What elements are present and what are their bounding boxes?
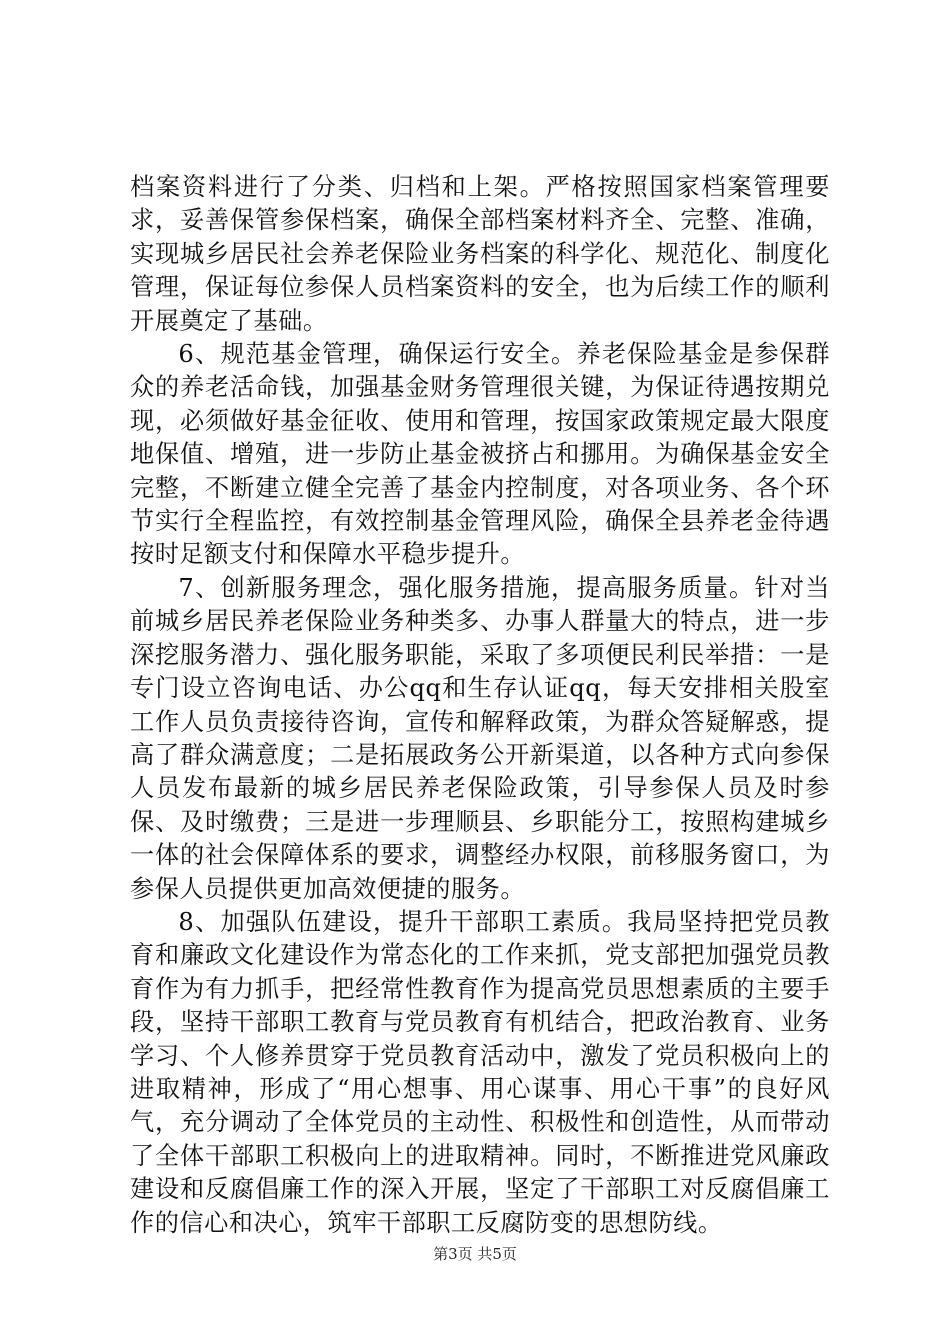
document-body	[130, 171, 830, 1240]
paragraph-archive-continuation: 档案资料进行了分类、归档和上架。严格按照国家档案管理要求，妥善保管参保档案，确保全部档案材料齐全、完整、准确，实现城乡居民社会养老保险业务档案的科学化、规范化、制度化管理，保证每位参保人员档案资料的安全，也为后续工作的顺利开展奠定了基础。	[130, 173, 830, 335]
paragraph-service-innovation: 7、创新服务理念，强化服务措施，提高服务质量。针对当前城乡居民养老保险业务种类多、办事人群量大的特点，进一步深挖服务潜力、强化服务职能，采取了多项便民利民举措：一是专门设立咨询电话、办公qq和生存认证qq，每天安排相关股室工作人员负责接待咨询，宣传和解释政策，为群众答疑解惑，提高了群众满意度；二是拓展政务公开新渠道，以各种方式向参保人员发布最新的城乡居民养老保险政策，引导参保人员及时参保、及时缴费；三是进一步理顺县、乡职能分工，按照构建城乡一体的社会保障体系的要求，调整经办权限，前移服务窗口，为参保人员提供更加高效便捷的服务。	[130, 573, 830, 903]
paragraph-fund-management: 6、规范基金管理，确保运行安全。养老保险基金是参保群众的养老活命钱，加强基金财务管理很关键，为保证待遇按期兑现，必须做好基金征收、使用和管理，按国家政策规定最大限度地保值、增殖，进一步防止基金被挤占和挪用。为确保基金安全完整，不断建立健全完善了基金内控制度，对各项业务、各个环节实行全程监控，有效控制基金管理风险，确保全县养老金待遇按时足额支付和保障水平稳步提升。	[130, 340, 830, 569]
page-number: 第3页 共5页	[433, 1245, 517, 1263]
paragraph-team-building: 8、加强队伍建设，提升干部职工素质。我局坚持把党员教育和廉政文化建设作为常态化的工作来抓，党支部把加强党员教育作为有力抓手，把经常性教育作为提高党员思想素质的主要手段，坚持干部职工教育与党员教育有机结合，把政治教育、业务学习、个人修养贯穿于党员教育活动中，激发了党员积极向上的进取精神，形成了“用心想事、用心谋事、用心干事”的良好风气，充分调动了全体党员的主动性、积极性和创造性，从而带动了全体干部职工积极向上的进取精神。同时，不断推进党风廉政建设和反腐倡廉工作的深入开展，坚定了干部职工对反腐倡廉工作的信心和决心，筑牢干部职工反腐防变的思想防线。	[130, 907, 830, 1237]
